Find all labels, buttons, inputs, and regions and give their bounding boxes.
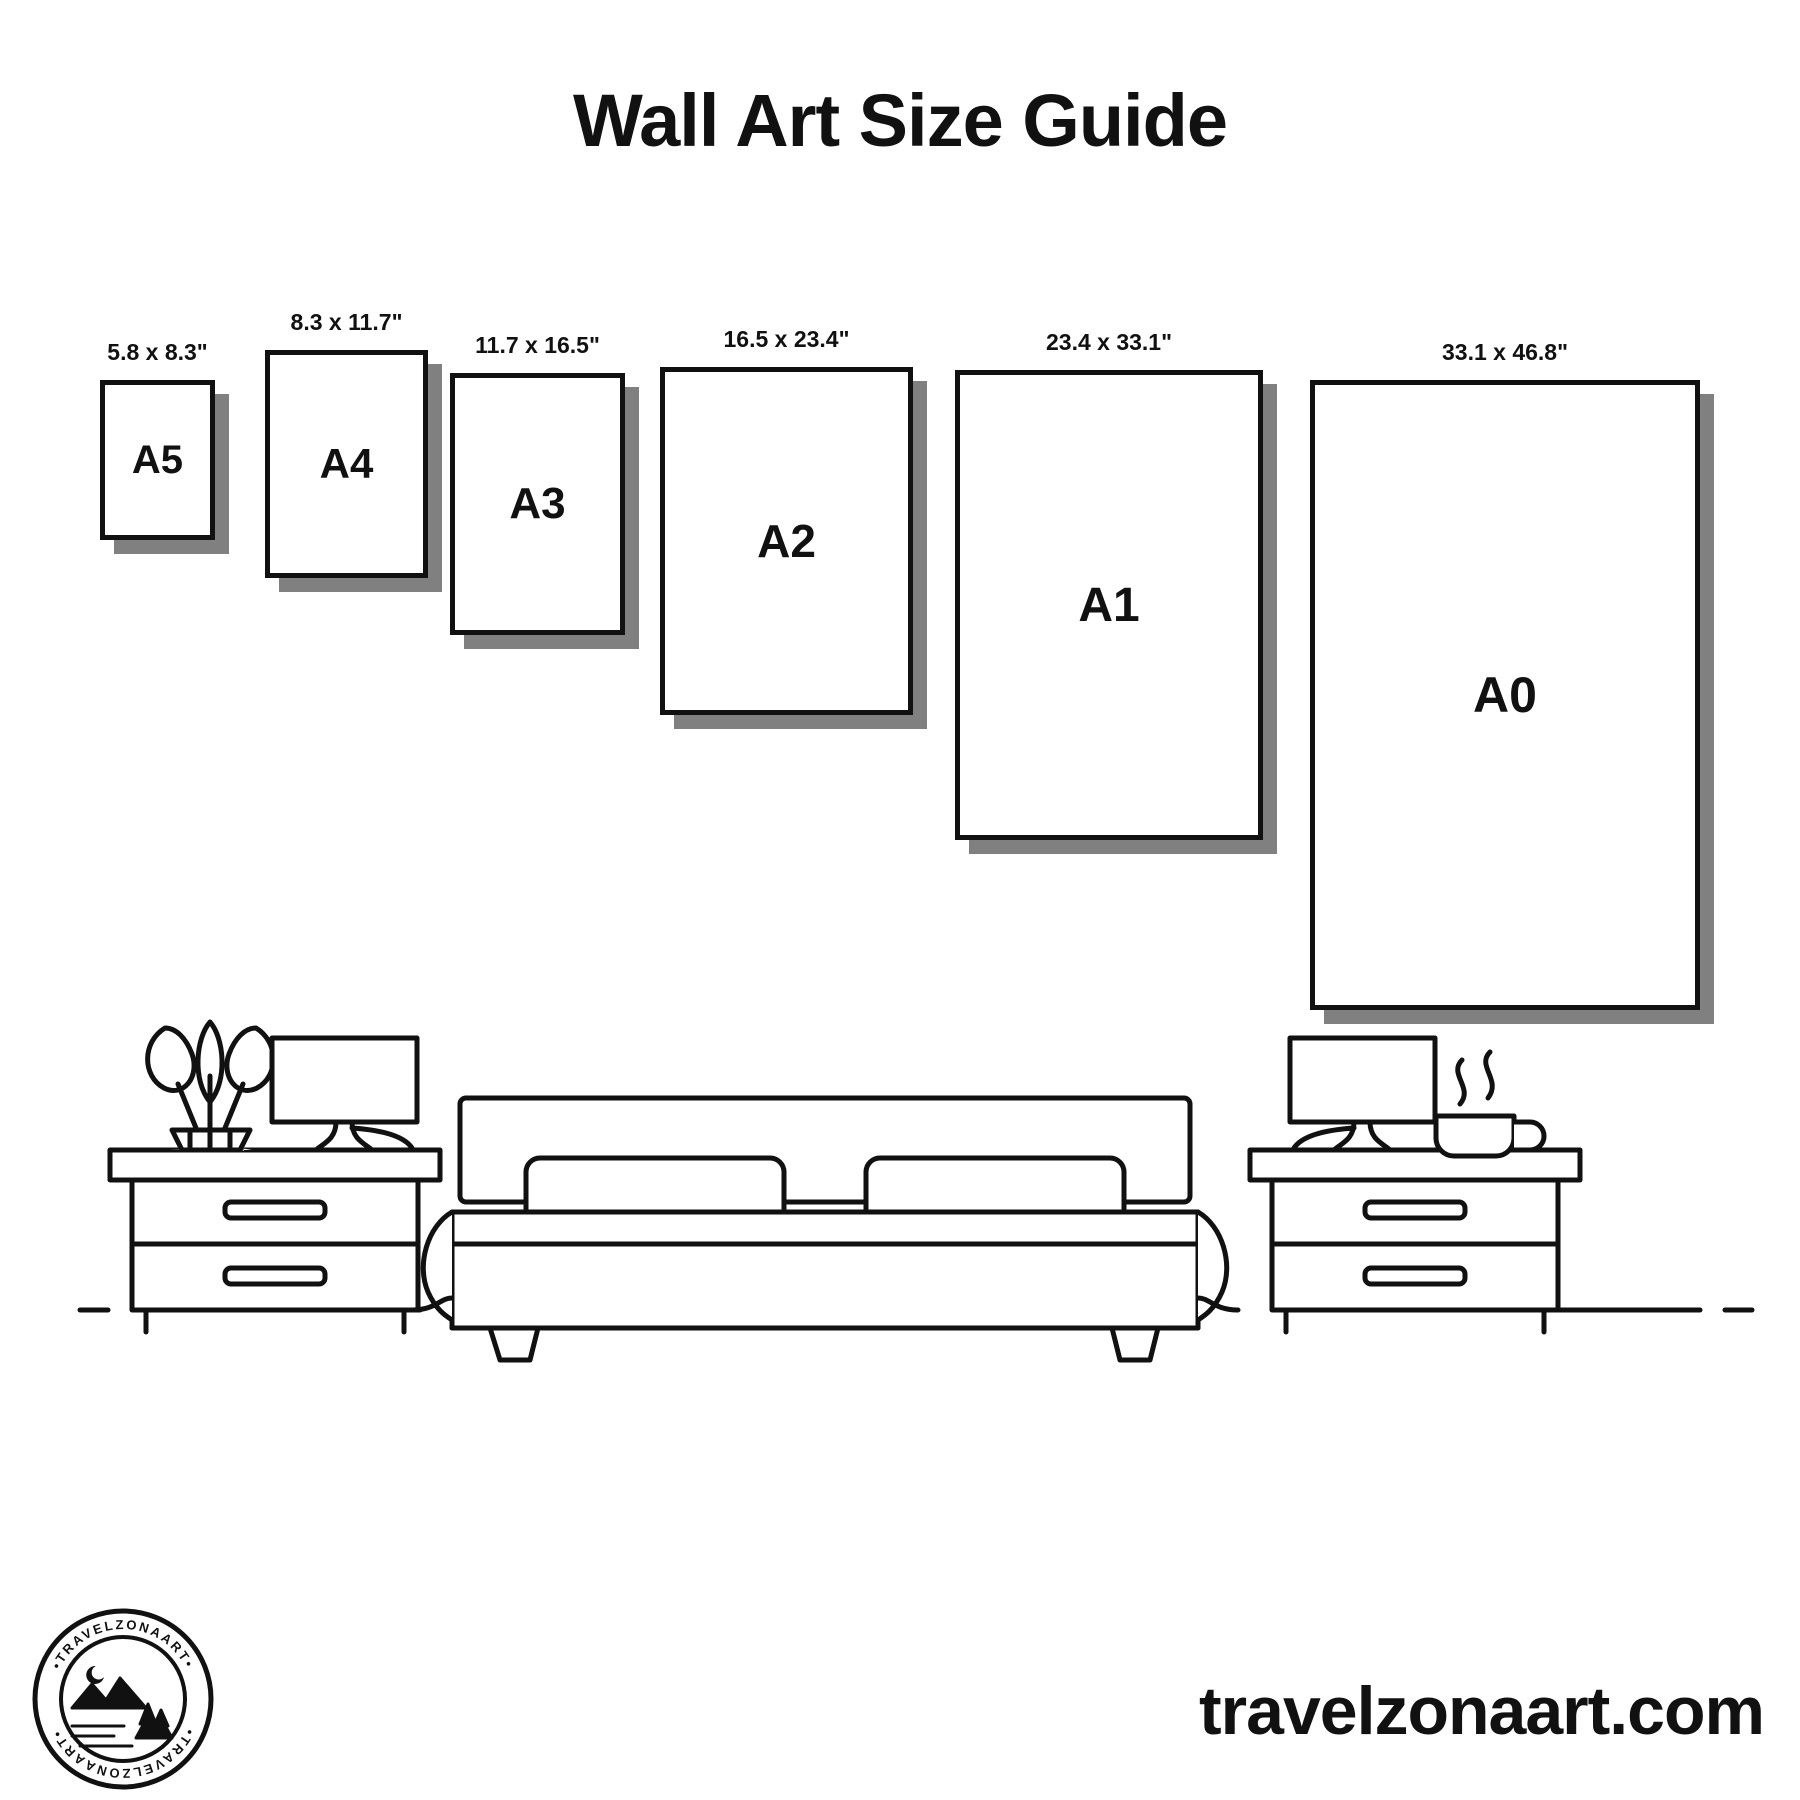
frame-a4-name: A4 (319, 440, 374, 487)
frame-a2-dimensions: 16.5 x 23.4" (723, 326, 850, 352)
website-url[interactable]: travelzonaart.com (1199, 1673, 1764, 1749)
logo-text-top: •TRAVELZONAART• (48, 1616, 198, 1672)
frame-a0[interactable] (1310, 339, 1700, 1010)
frame-size-row (0, 290, 1800, 1010)
bed (412, 1098, 1238, 1360)
frame-a4-dimensions: 8.3 x 11.7" (290, 309, 403, 335)
frame-a5-box[interactable] (100, 380, 215, 540)
nightstand-left (110, 1150, 440, 1332)
frame-a1-box[interactable] (955, 370, 1263, 840)
vase-with-plant (148, 1022, 274, 1151)
frame-a5[interactable] (100, 339, 215, 540)
frame-a2-box[interactable] (660, 367, 913, 715)
frame-a3-dimensions: 11.7 x 16.5" (475, 332, 600, 358)
frame-a1[interactable] (955, 329, 1263, 840)
frame-a0-dimensions: 33.1 x 46.8" (1441, 339, 1569, 365)
frame-a1-name: A1 (1078, 578, 1140, 632)
frame-a3-box[interactable] (450, 373, 625, 635)
frame-a3[interactable] (450, 332, 625, 635)
table-lamp-right (1290, 1038, 1435, 1150)
frame-a0-name: A0 (1473, 667, 1537, 723)
coffee-cup (1436, 1052, 1544, 1156)
frame-a4[interactable] (265, 309, 428, 578)
nightstand-right (1250, 1150, 1580, 1332)
frame-a0-box[interactable] (1310, 380, 1700, 1010)
frame-a5-name: A5 (131, 437, 184, 482)
table-lamp-left (272, 1038, 417, 1150)
frame-a3-name: A3 (509, 479, 566, 528)
frame-a1-dimensions: 23.4 x 33.1" (1045, 329, 1173, 355)
page-title: Wall Art Size Guide (573, 79, 1227, 162)
frame-a2-name: A2 (757, 515, 816, 567)
bedroom-scene (60, 980, 1760, 1400)
frame-a4-box[interactable] (265, 350, 428, 578)
logo-text-bottom: •TRAVELZONAART• (48, 1726, 198, 1782)
logo-scene-icon (72, 1666, 172, 1746)
frame-a2[interactable] (660, 326, 913, 715)
brand-logo[interactable] (28, 1604, 218, 1794)
frame-a5-dimensions: 5.8 x 8.3" (107, 339, 208, 365)
